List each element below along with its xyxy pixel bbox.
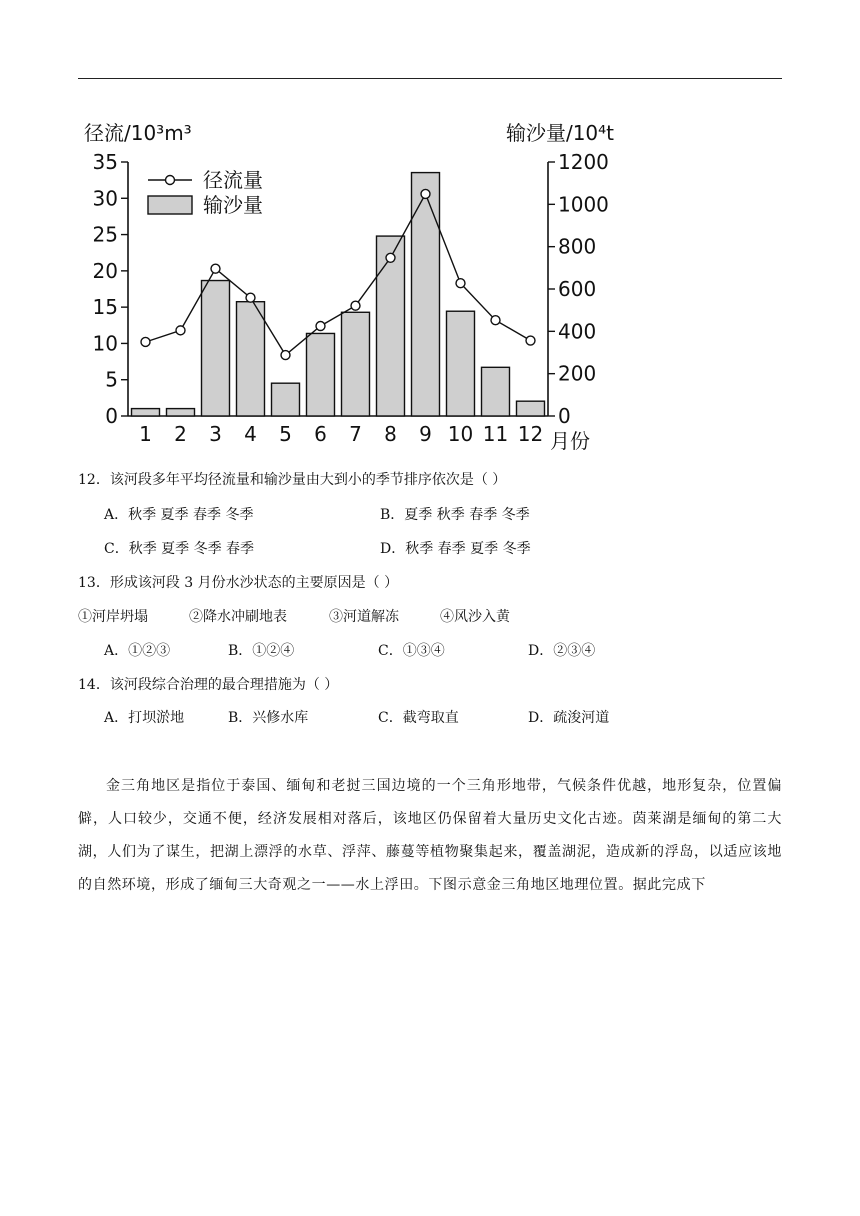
sediment-bar (307, 333, 335, 416)
right-tick-label: 200 (558, 361, 597, 386)
left-tick-label: 10 (92, 331, 118, 356)
month-tick-label: 7 (349, 422, 362, 446)
q13-option-d[interactable]: D．②③④ (528, 643, 596, 659)
month-tick-label: 6 (314, 422, 327, 446)
left-tick-label: 30 (92, 186, 118, 211)
sediment-bar (517, 401, 545, 416)
question-13-stem: 13．形成该河段 3 月份水沙状态的主要原因是（ ） (78, 575, 399, 591)
chart-legend (148, 168, 263, 217)
month-tick-label: 10 (447, 422, 474, 446)
legend-point-swatch (166, 176, 175, 185)
runoff-point (281, 351, 290, 360)
q14-option-d[interactable]: D．疏浚河道 (528, 710, 610, 726)
q13-option-b[interactable]: B．①②④ (228, 643, 295, 659)
q12-option-b[interactable]: B．夏季 秋季 春季 冬季 (380, 507, 530, 523)
sediment-bar (447, 311, 475, 416)
x-axis-unit: 月份 (550, 429, 590, 453)
runoff-point (316, 322, 325, 331)
left-tick-label: 15 (92, 295, 118, 320)
right-tick-label: 400 (558, 319, 597, 344)
runoff-line (141, 189, 535, 359)
right-tick-label: 600 (558, 277, 597, 301)
sediment-bar (202, 281, 230, 416)
question-14-stem: 14．该河段综合治理的最合理措施为（ ） (78, 677, 339, 693)
q12-option-d[interactable]: D．秋季 春季 夏季 冬季 (380, 541, 531, 557)
left-tick-label: 0 (105, 404, 118, 428)
q13-option-a[interactable]: A．①②③ (104, 643, 171, 659)
q14-option-b[interactable]: B．兴修水库 (228, 710, 309, 726)
month-tick-label: 4 (244, 422, 257, 446)
runoff-point (456, 279, 465, 288)
q13-factor-1: ①河岸坍塌 (78, 609, 148, 625)
sediment-bar (237, 302, 265, 416)
right-tick-label: 800 (558, 234, 597, 259)
runoff-point (141, 337, 150, 346)
runoff-point (421, 189, 430, 198)
sediment-bar (482, 367, 510, 416)
legend-bar-swatch (148, 196, 192, 214)
runoff-point (491, 316, 500, 325)
right-tick-label: 1000 (558, 192, 609, 217)
left-tick-label: 35 (92, 150, 118, 174)
legend-runoff-label: 径流量 (203, 168, 263, 192)
runoff-sediment-chart (78, 112, 618, 460)
legend-sediment-label: 输沙量 (203, 193, 263, 217)
q14-option-a[interactable]: A．打坝淤地 (104, 710, 185, 726)
q13-factor-2: ②降水冲刷地表 (189, 609, 287, 625)
sediment-bars (132, 173, 545, 416)
month-tick-label: 3 (209, 422, 222, 446)
sediment-bar (272, 383, 300, 416)
runoff-point (211, 264, 220, 273)
runoff-point (351, 301, 360, 310)
left-tick-label: 5 (105, 367, 118, 392)
right-tick-label: 1200 (558, 150, 609, 174)
sediment-bar (342, 312, 370, 416)
left-tick-label: 20 (92, 258, 118, 283)
month-tick-label: 9 (419, 422, 432, 446)
question-12-stem: 12．该河段多年平均径流量和输沙量由大到小的季节排序依次是（ ） (78, 472, 507, 488)
q12-option-c[interactable]: C．秋季 夏季 冬季 春季 (104, 541, 255, 557)
sediment-bar (412, 173, 440, 416)
q13-option-c[interactable]: C．①③④ (378, 643, 445, 659)
month-tick-label: 8 (384, 422, 397, 446)
right-tick-label: 0 (558, 404, 571, 428)
month-tick-label: 11 (482, 422, 509, 446)
sediment-bar (132, 409, 160, 416)
right-axis-title: 输沙量/10⁴t (505, 121, 614, 145)
runoff-point (176, 326, 185, 335)
left-tick-label: 25 (92, 222, 118, 247)
left-axis-title: 径流/10³m³ (84, 121, 192, 145)
q12-option-a[interactable]: A．秋季 夏季 春季 冬季 (104, 507, 254, 523)
sediment-bar (377, 236, 405, 416)
sediment-bar (167, 409, 195, 416)
runoff-point (246, 293, 255, 302)
month-tick-label: 1 (139, 422, 152, 446)
runoff-point (526, 336, 535, 345)
month-tick-label: 2 (174, 422, 187, 446)
q14-option-c[interactable]: C．截弯取直 (378, 710, 459, 726)
q13-factor-4: ④风沙入黄 (440, 609, 510, 625)
runoff-point (386, 253, 395, 262)
header-rule (78, 78, 782, 79)
passage-text: 金三角地区是指位于泰国、缅甸和老挝三国边境的一个三角形地带，气候条件优越，地形复杂，位置偏僻，人口较少，交通不便，经济发展相对落后，该地区仍保留着大量历史文化古迹。茵莱湖是缅甸的第二大湖，人们为了谋生，把湖上漂浮的水草、浮萍、藤蔓等植物聚集起来，覆盖湖泥，造成新的浮岛，以适应该地的自然环境，形成了缅甸三大奇观之一——水上浮田。下图示意金三角地区地理位置。据此完成下 (78, 778, 782, 893)
reading-passage (78, 770, 782, 902)
q13-factor-3: ③河道解冻 (329, 609, 399, 625)
month-tick-label: 5 (279, 422, 292, 446)
month-tick-label: 12 (517, 422, 544, 446)
